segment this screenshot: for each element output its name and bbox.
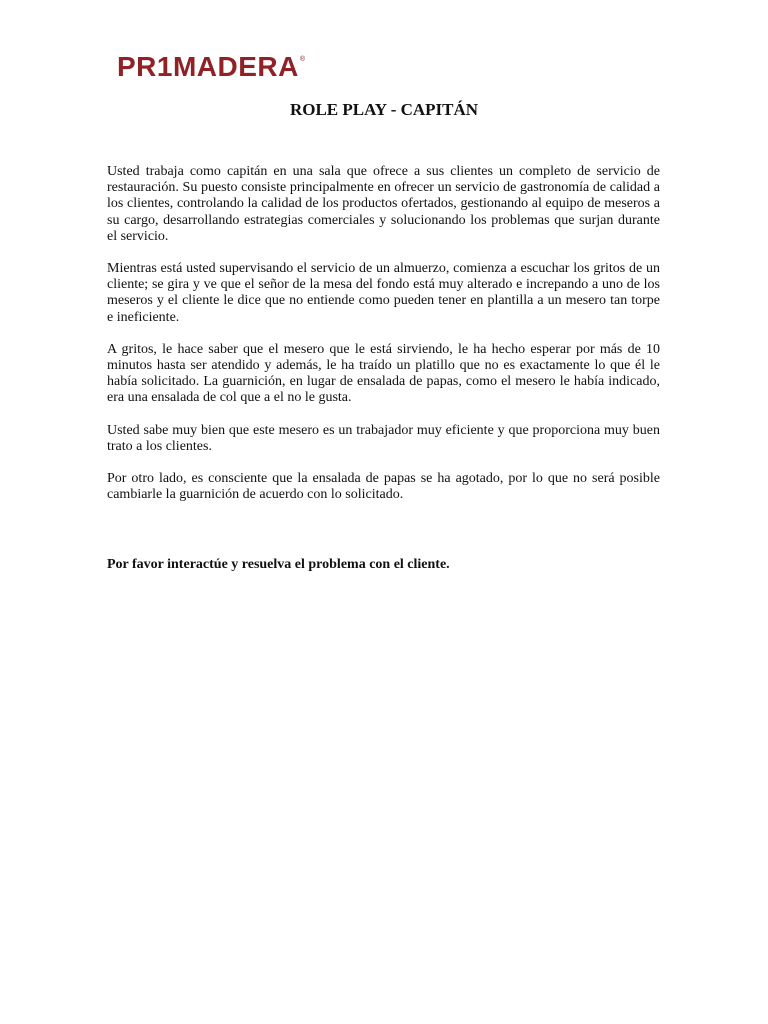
paragraph-waiter-info: Usted sabe muy bien que este mesero es un trabajador muy eficiente y que proporciona muy buen trato a los clientes.: [107, 422, 660, 454]
paragraph-complaint: A gritos, le hace saber que el mesero que le está sirviendo, le ha hecho esperar por más de 10 minutos hasta ser atendido y además, le ha traído un platillo que no es exactamente lo que él le había solicitado. La guarnición, en lugar de ensalada de papas, como el mesero le había indicado, era una ensalada de col que a el no le gusta.: [107, 341, 660, 406]
primadera-logo: [117, 51, 305, 83]
closing-instruction: Por favor interactúe y resuelva el problema con el cliente.: [107, 557, 450, 572]
paragraph-situation: Mientras está usted supervisando el servicio de un almuerzo, comienza a escuchar los gritos de un cliente; se gira y ve que el señor de la mesa del fondo está muy alterado e increpando a uno de los meseros y el cliente le dice que no entiende como pueden tener en plantilla a un mesero tan torpe e ineficiente.: [107, 261, 660, 325]
document-body: [107, 164, 660, 519]
paragraph-intro: Usted trabaja como capitán en una sala que ofrece a sus clientes un completo de servicio de restauración. Su puesto consiste principalmente en ofrecer un servicio de gastronomía de calidad a los clientes, controlando la calidad de los productos ofertados, gestionando al equipo de meseros a su cargo, desarrollando estrategias comerciales y solucionando los problemas que surjan durante el servicio.: [107, 164, 660, 244]
registered-mark: ®: [299, 56, 306, 63]
page-title: ROLE PLAY - CAPITÁN: [289, 100, 479, 119]
paragraph-constraint: Por otro lado, es consciente que la ensalada de papas se ha agotado, por lo que no será posible cambiarle la guarnición de acuerdo con lo solicitado.: [107, 471, 660, 503]
logo-wordmark: PR1MADERA: [117, 51, 299, 82]
